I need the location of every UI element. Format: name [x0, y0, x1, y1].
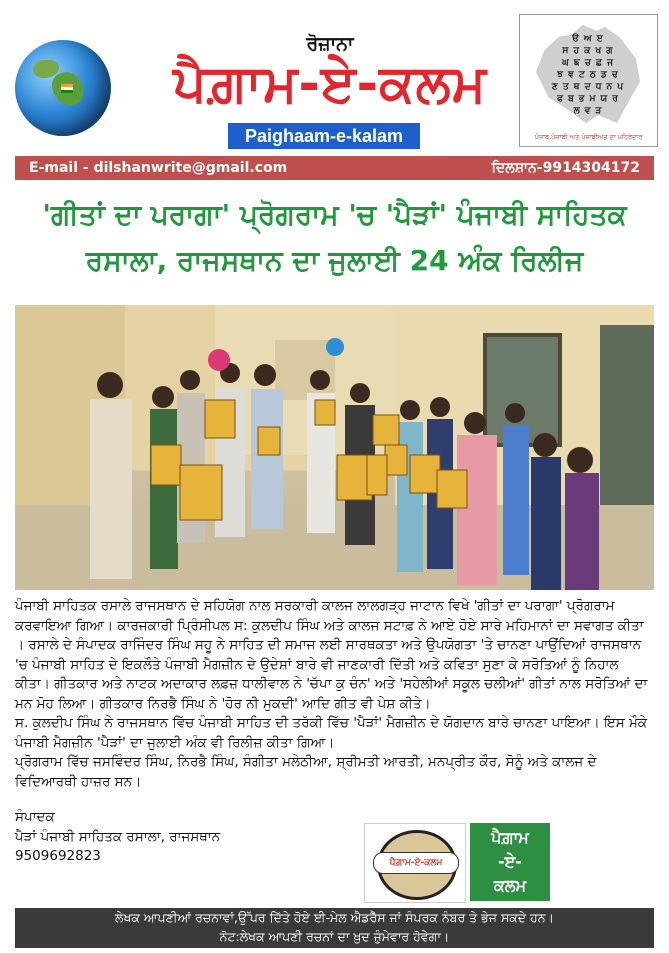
article-paragraph: ਪੰਜਾਬੀ ਸਾਹਿਤਕ ਰਸਾਲੇ ਰਾਜਸਥਾਨ ਦੇ ਸਹਿਯੋਗ ਨਾਲ ਸਰਕਾਰੀ ਕਾਲਜ ਲਾਲਗੜ੍ਹ ਜਾਟਾਨ ਵਿਖੇ 'ਗੀਤਾਂ ਦਾ ਪਰਾਗਾ' ਪ੍ਰੋਗਰਾਮ ਕਰਵਾਇਆ ਗਿਆ। ਕਾਰਜਕਾਰੀ ਪ੍ਰਿੰਸੀਪਲ ਸ: ਕੁਲਦੀਪ ਸਿੰਘ ਅਤੇ ਕਾਲਜ ਸਟਾਫ਼ ਨੇ ਆਏ ਹੋਏ ਸਾਰੇ ਮਹਿਮਾਨਾਂ ਦਾ ਸਵਾਗਤ ਕੀਤਾ । ਰਸਾਲੇ ਦੇ ਸੰਪਾਦਕ ਰਾਜਿੰਦਰ ਸਿੰਘ ਸਹੂ ਨੇ ਸਾਹਿਤ ਦੀ ਸਮਾਜ ਲਈ ਸਾਰਥਕਤਾ ਅਤੇ ਉਪਯੋਗਤਾ 'ਤੇ ਚਾਨਣਾ ਪਾਉਂਦਿਆਂ ਰਾਜਸਥਾਨ 'ਚ ਪੰਜਾਬੀ ਸਾਹਿਤ ਦੇ ਇਕਲੌਤੇ ਪੰਜਾਬੀ ਮੈਗਜ਼ੀਨ ਦੇ ਉਦੇਸ਼ਾਂ ਬਾਰੇ ਵੀ ਜਾਣਕਾਰੀ ਦਿੱਤੀ ਅਤੇ ਕਵਿਤਾ ਸੁਣਾ ਕੇ ਸਰੋਤਿਆਂ ਨੂੰ ਨਿਹਾਲ ਕੀਤਾ। ਗੀਤਕਾਰ ਅਤੇ ਨਾਟਕ ਅਦਾਕਾਰ ਲਫ਼ਜ਼ ਧਾਲੀਵਾਲ ਨੇ 'ਚੱਪਾ ਕੁ ਚੰਨ' ਅਤੇ 'ਸਹੇਲੀਆਂ ਸਕੂਲ ਚਲੀਆਂ' ਗੀਤਾਂ ਨਾਲ ਸਰੋਤਿਆਂ ਦਾ ਮਨ ਮੋਹ ਲਿਆ। ਗੀਤਕਾਰ ਨਿਰਭੈ ਸਿੰਘ ਨੇ 'ਹੋਰ ਨੀ ਮੁਕਦੀ' ਆਦਿ ਗੀਤ ਵੀ ਪੇਸ਼ ਕੀਤੇ। [15, 598, 648, 712]
contact-bar [15, 156, 654, 180]
logo-line-2: -ਏ- [498, 852, 522, 871]
editor-role: ਸੰਪਾਦਕ [15, 809, 55, 825]
map-alphabet [540, 33, 636, 117]
globe-icon [15, 40, 111, 136]
editor-phone: 9509692823 [15, 848, 101, 864]
logo-sticker-text: ਪੈਗ਼ਾਮ-ਏ-ਕਲਮ [373, 852, 459, 874]
map-line: ਘ ਙ ਚ ਛ ਜ [562, 58, 614, 68]
logo-line-1: ਪੈਗ਼ਾਮ [491, 828, 529, 847]
footer-line-1: ਲੇਖਕ ਆਪਣੀਆਂ ਰਚਨਾਵਾਂ,ਉੱਪਰ ਦਿੱਤੇ ਹੋਏ ਈ-ਮੇਲ ਐਡਰੈੱਸ ਜਾਂ ਸੰਪਰਕ ਨੰਬਰ ਤੇ ਭੇਜ ਸਕਦੇ ਹਨ। [115, 910, 554, 925]
editor-organization: ਪੈੜਾਂ ਪੰਜਾਬੀ ਸਾਹਿਤਕ ਰਸਾਲਾ, ਰਾਜਸਥਾਨ [15, 828, 221, 845]
article-body [15, 597, 655, 792]
article-paragraph: ਪ੍ਰੋਗਰਾਮ ਵਿੱਚ ਜਸਵਿੰਦਰ ਸਿੰਘ, ਨਿਰਭੈ ਸਿੰਘ, ਸੰਗੀਤਾ ਮਲੇਠੀਆ, ਸ਼੍ਰੀਮਤੀ ਆਰਤੀ, ਮਨਪ੍ਰੀਤ ਕੌਰ, ਸੋਨੂੰ ਅਤੇ ਕਾਲਜ ਦੇ ਵਿਦਿਆਰਥੀ ਹਾਜ਼ਰ ਸਨ। [15, 754, 597, 790]
map-line: ਲ ਵ ੜ [573, 106, 603, 116]
headline [15, 192, 654, 284]
map-line: ੳ ਅ ੲ [572, 34, 604, 44]
map-line: ਸ ਹ ਕ ਖ ਗ [562, 46, 614, 56]
group-photo-illustration [15, 305, 654, 590]
news-photo [15, 305, 654, 590]
english-title: Paighaam-e-kalam [228, 123, 420, 149]
map-line: ਫ ਬ ਭ ਮ ਯ ਰ [557, 94, 619, 104]
editor-signature [15, 808, 345, 867]
punjab-map-icon [519, 14, 658, 147]
phone-contact[interactable]: ਦਿਲਸ਼ਾਨ-9914304172 [491, 160, 640, 176]
headline-line-2: ਰਸਾਲਾ, ਰਾਜਸਥਾਨ ਦਾ ਜੁਲਾਈ 24 ਅੰਕ ਰਿਲੀਜ [85, 244, 584, 277]
article-paragraph: ਸ. ਕੁਲਦੀਪ ਸਿੰਘ ਨੇ ਰਾਜਸਥਾਨ ਵਿੱਚ ਪੰਜਾਬੀ ਸਾਹਿਤ ਦੀ ਤਰੱਕੀ ਵਿੱਚ 'ਪੈੜਾਂ' ਮੈਗਜ਼ੀਨ ਦੇ ਯੋਗਦਾਨ ਬਾਰੇ ਚਾਨਣਾ ਪਾਇਆ। ਇਸ ਮੌਕੇ ਪੰਜਾਬੀ ਮੈਗਜ਼ੀਨ 'ਪੈੜਾਂ' ਦਾ ਜੁਲਾਈ ਅੰਕ ਵੀ ਰਿਲੀਜ਼ ਕੀਤਾ ਗਿਆ। [15, 715, 648, 751]
map-line: ਣ ਤ ਥ ਦ ਧ ਨ ਪ [551, 82, 625, 92]
footer-note [15, 908, 654, 948]
footer-line-2: ਨੋਟ:ਲੇਖਕ ਆਪਣੀ ਰਚਨਾਂ ਦਾ ਖ਼ੁਦ ਜ਼ੁੰਮੇਵਾਰ ਹੋਵੇਗਾ। [219, 929, 450, 944]
headline-line-1: 'ਗੀਤਾਂ ਦਾ ਪਰਾਗਾ' ਪ੍ਰੋਗਰਾਮ 'ਚ 'ਪੈੜਾਂ' ਪੰਜਾਬੀ ਸਾਹਿਤਕ [42, 198, 627, 231]
masthead-title: ਪੈਗ਼ਾਮ-ਏ-ਕਲਮ [173, 54, 487, 114]
logo-text-box [470, 823, 550, 901]
logo-line-3: ਕਲਮ [493, 876, 527, 895]
email-contact[interactable]: E-mail - dilshanwrite@gmail.com [29, 160, 288, 176]
map-caption: ਪੰਜਾਬ,ਪੰਜਾਬੀ ਅਤੇ ਪੰਜਾਬੀਅਤ ਦਾ ਪਹਿਰੇਦਾਰ [534, 133, 643, 141]
map-line: ਝ ਞ ਟ ਠ ਡ ਢ [557, 70, 619, 80]
pen-logo-icon [364, 823, 466, 903]
masthead-subtitle: ਰੋਜ਼ਾਨਾ [306, 33, 354, 55]
